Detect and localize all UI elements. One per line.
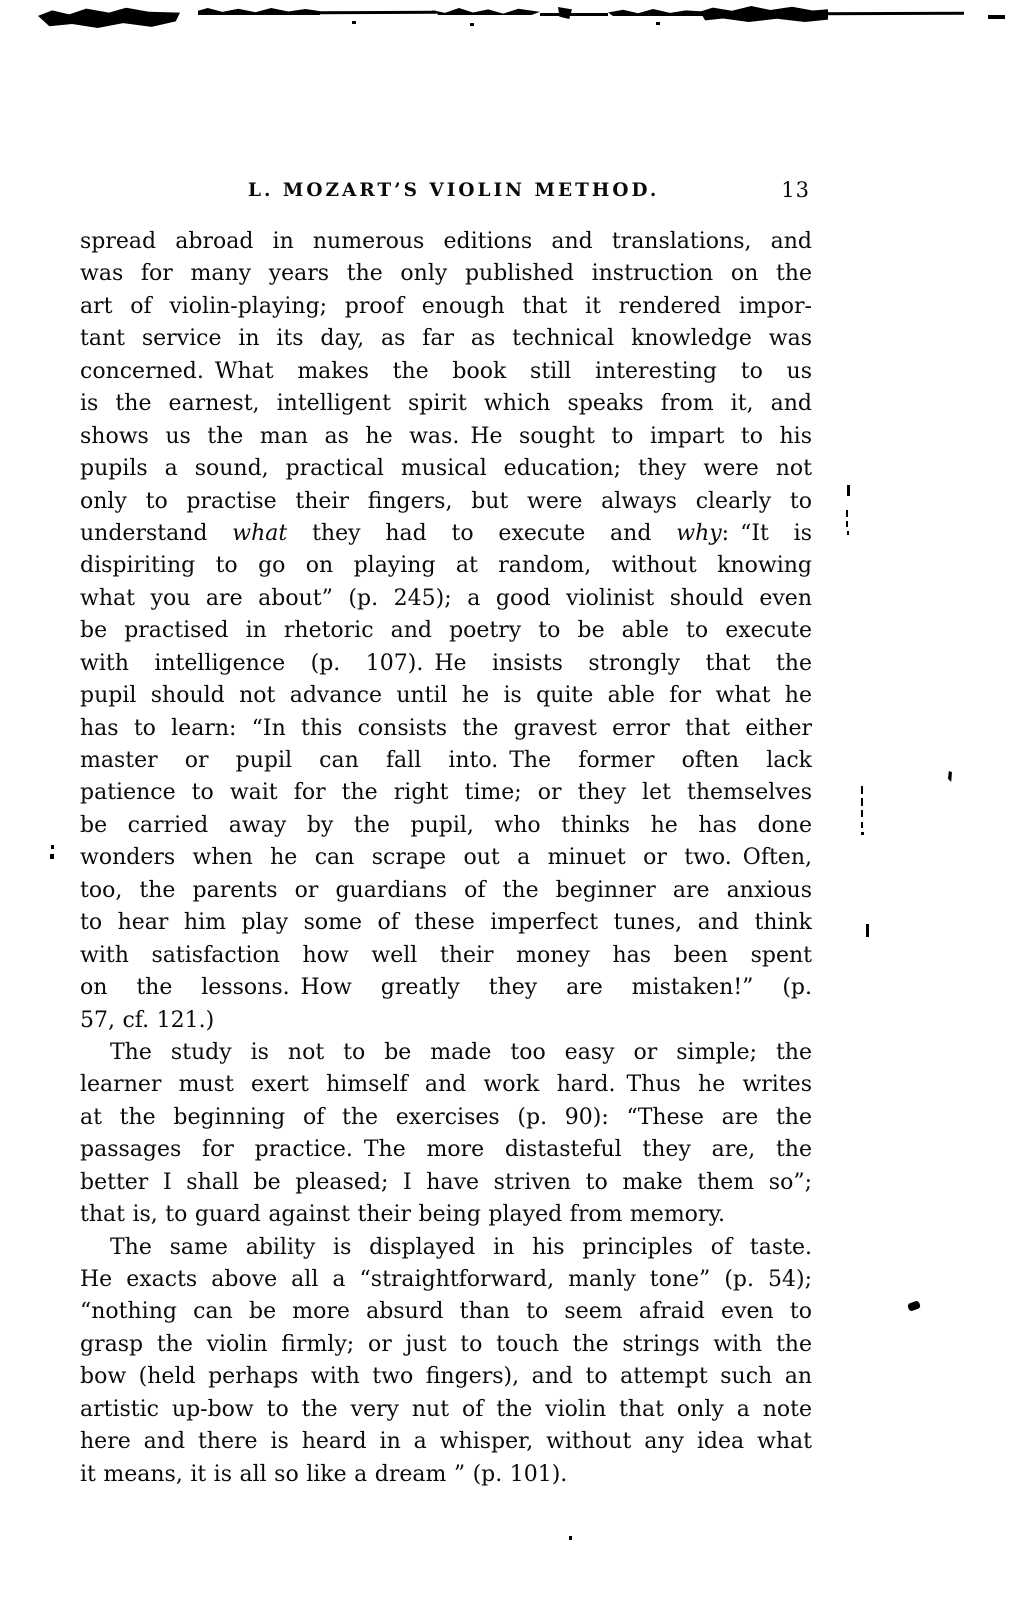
text-line: The same ability is displayed in his principles of taste.	[110, 1234, 812, 1260]
text-line: what you are about” (p. 245); a good violinist should even	[80, 585, 812, 611]
text-line: dispiriting to go on playing at random, without knowing	[80, 553, 812, 579]
scan-artifact-speck	[907, 1300, 921, 1312]
text-line: spread abroad in numerous editions and translations, and	[80, 229, 812, 254]
scan-artifact-speck	[352, 21, 356, 24]
text-line: pupils a sound, practical musical education; they were not	[80, 456, 812, 482]
text-line: at the beginning of the exercises (p. 90): “These are the	[80, 1104, 812, 1130]
body-text	[80, 226, 812, 1491]
scan-artifact-speck	[861, 786, 863, 794]
text-line: on the lessons. How greatly they are mistaken!” (p.	[80, 975, 812, 1001]
scan-artifact-speck	[50, 854, 54, 859]
text-line: He exacts above all a “straightforward, manly tone” (p. 54);	[80, 1267, 812, 1292]
scan-artifact-speck	[847, 531, 849, 535]
scan-artifact-speck	[569, 1536, 572, 1540]
text-line: with satisfaction how well their money has been spent	[80, 942, 812, 968]
scan-artifact-speck	[861, 822, 863, 828]
scan-artifact-streak	[700, 6, 828, 22]
text-line: was for many years the only published instruction on the	[80, 261, 812, 287]
scan-artifact-speck	[861, 832, 864, 835]
scan-artifact-streak	[540, 13, 608, 16]
scan-artifact-speck	[948, 771, 952, 782]
text-line: here and there is heard in a whisper, without any idea what	[80, 1429, 812, 1455]
scan-artifact-speck	[866, 924, 869, 937]
scan-artifact-streak	[608, 9, 708, 16]
scan-artifact-streak	[432, 8, 540, 15]
text-line: The study is not to be made too easy or simple; the	[110, 1039, 812, 1065]
scan-artifact-speck	[51, 845, 54, 849]
text-line: concerned. What makes the book still interesting to us	[80, 358, 812, 384]
scan-artifact-speck	[847, 485, 850, 496]
scan-artifact-streak	[822, 12, 964, 15]
text-line: shows us the man as he was. He sought to impart to his	[80, 423, 812, 449]
scan-artifact-speck	[861, 798, 863, 806]
chapter-title: L. MOZART’S VIOLIN METHOD.	[248, 180, 660, 201]
text-line: has to learn: “In this consists the gravest error that either	[80, 715, 812, 741]
text-line: is the earnest, intelligent spirit which speaks from it, and	[80, 391, 812, 417]
text-line: wonders when he can scrape out a minuet or two. Often,	[80, 845, 812, 871]
scan-artifact-streak	[558, 7, 572, 19]
text-line: master or pupil can fall into. The former often lack	[80, 748, 812, 773]
text-line: passages for practice. The more distasteful they are, the	[80, 1137, 812, 1163]
text-line: bow (held perhaps with two fingers), and to attempt such an	[80, 1364, 812, 1390]
scan-artifact-streak	[198, 8, 320, 15]
text-line: pupil should not advance until he is quite able for what he	[80, 683, 812, 709]
scan-artifact-speck	[846, 521, 848, 527]
text-line: only to practise their fingers, but were always clearly to	[80, 488, 812, 514]
scan-artifact-blob	[38, 6, 180, 28]
page-number: 13	[781, 178, 810, 202]
text-line: too, the parents or guardians of the beginner are anxious	[80, 877, 812, 903]
text-line: “nothing can be more absurd than to seem afraid even to	[80, 1299, 812, 1325]
text-line: understand what they had to execute and why: “It is	[80, 520, 813, 546]
text-line: patience to wait for the right time; or they let themselves	[80, 780, 812, 806]
text-line: better I shall be pleased; I have striven to make them so”;	[80, 1169, 812, 1195]
scan-artifact-speck	[846, 510, 848, 517]
text-line: learner must exert himself and work hard. Thus he writes	[80, 1072, 812, 1098]
text-line: tant service in its day, as far as technical knowledge was	[80, 326, 812, 352]
scan-artifact-streak	[988, 15, 1005, 19]
text-line: be carried away by the pupil, who thinks he has done	[80, 812, 812, 838]
scan-artifact-speck	[470, 23, 474, 26]
running-header	[80, 180, 812, 210]
text-line: artistic up-bow to the very nut of the violin that only a note	[80, 1396, 812, 1422]
text-line: grasp the violin firmly; or just to touch the strings with the	[80, 1331, 812, 1357]
text-line: with intelligence (p. 107). He insists strongly that the	[80, 650, 812, 676]
scan-artifact-speck	[656, 22, 660, 25]
text-line: it means, it is all so like a dream ” (p. 101).	[80, 1461, 568, 1487]
text-line: art of violin-playing; proof enough that it rendered impor-	[80, 293, 812, 319]
text-line: be practised in rhetoric and poetry to be able to execute	[80, 618, 812, 644]
scan-artifact-streak	[318, 11, 436, 15]
text-line: that is, to guard against their being played from memory.	[80, 1202, 725, 1228]
scan-artifact-speck	[861, 810, 863, 817]
text-line: to hear him play some of these imperfect tunes, and think	[80, 910, 812, 936]
text-line: 57, cf. 121.)	[80, 1007, 215, 1033]
